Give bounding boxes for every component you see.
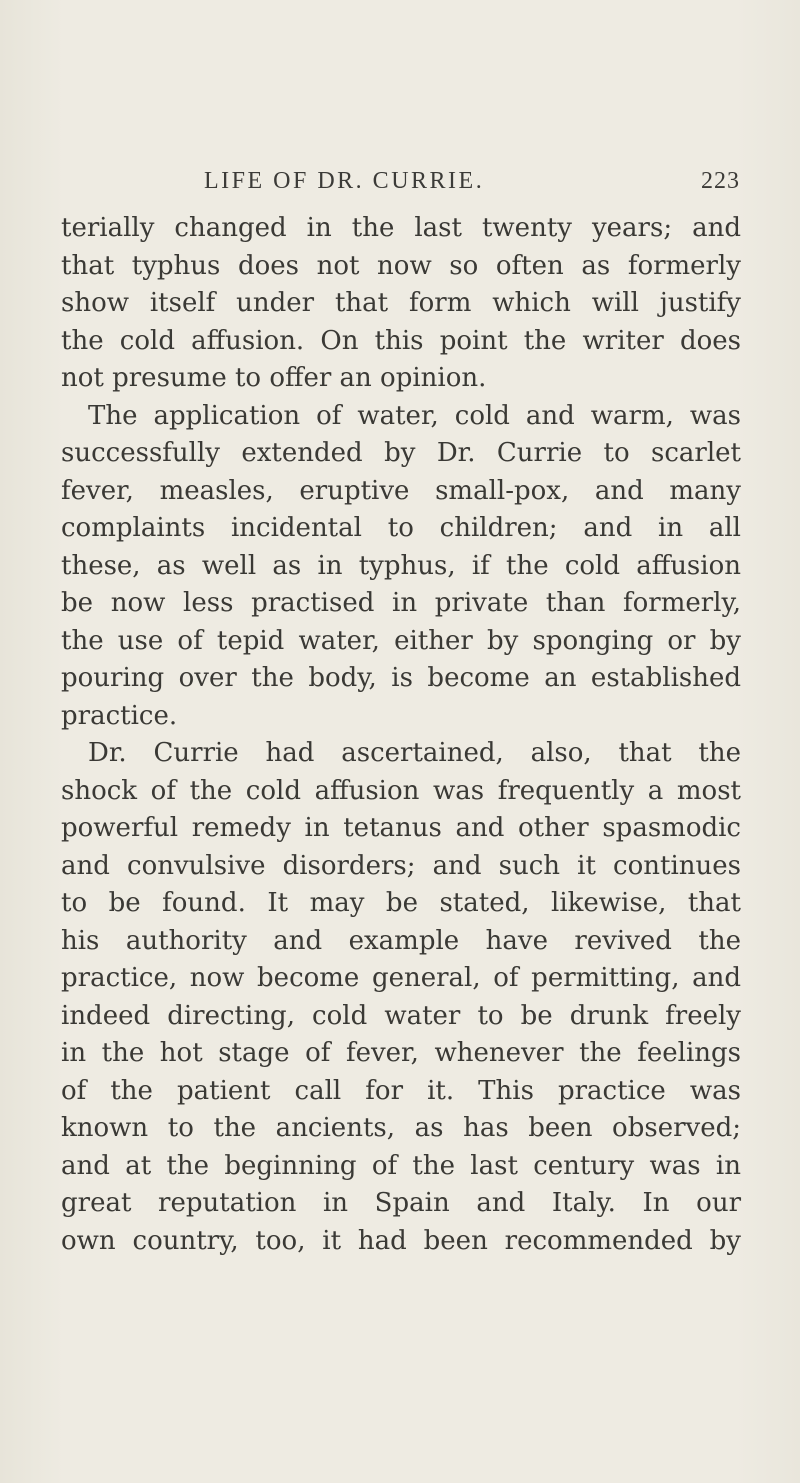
text-line: practice, now become general, of permitting, and bbox=[61, 963, 741, 993]
text-line: the use of tepid water, either by sponging or by bbox=[61, 625, 741, 656]
text-line: pouring over the body, is become an established bbox=[61, 663, 741, 693]
text-line: of the patient call for it. This practice was bbox=[61, 1075, 741, 1106]
text-line: that typhus does not now so often as formerly bbox=[61, 250, 741, 281]
text-line: indeed directing, cold water to be drunk freely bbox=[61, 1000, 741, 1031]
text-line: great reputation in Spain and Italy. In our bbox=[61, 1188, 741, 1218]
text-line: and at the beginning of the last century was in bbox=[61, 1150, 741, 1181]
text-line: known to the ancients, as has been observed; bbox=[61, 1113, 741, 1143]
text-line: The application of water, cold and warm, was bbox=[88, 400, 741, 431]
text-line: terially changed in the last twenty years; and bbox=[61, 213, 741, 243]
text-line: his authority and example have revived the bbox=[61, 925, 741, 956]
text-line: and convulsive disorders; and such it continues bbox=[61, 850, 741, 881]
text-line: show itself under that form which will justify bbox=[61, 288, 741, 318]
text-line: complaints incidental to children; and in all bbox=[61, 513, 741, 543]
text-line: to be found. It may be stated, likewise, that bbox=[61, 888, 741, 918]
text-line: practice. bbox=[61, 700, 178, 731]
text-line: these, as well as in typhus, if the cold affusion bbox=[61, 550, 741, 581]
text-line: fever, measles, eruptive small-pox, and many bbox=[61, 475, 741, 506]
text-line: the cold affusion. On this point the writer does bbox=[61, 325, 741, 356]
text-line: own country, too, it had been recommended by bbox=[61, 1225, 741, 1256]
text-line: not presume to offer an opinion. bbox=[61, 363, 487, 393]
text-line: successfully extended by Dr. Currie to scarlet bbox=[61, 438, 741, 468]
body-text bbox=[61, 210, 741, 1260]
text-line: be now less practised in private than formerly, bbox=[61, 588, 741, 618]
text-line: shock of the cold affusion was frequently a most bbox=[61, 775, 741, 806]
running-head bbox=[204, 168, 740, 198]
text-line: powerful remedy in tetanus and other spasmodic bbox=[61, 813, 741, 843]
running-title: LIFE OF DR. CURRIE. bbox=[204, 168, 485, 194]
page-number: 223 bbox=[701, 168, 740, 194]
text-line: in the hot stage of fever, whenever the feelings bbox=[61, 1038, 741, 1068]
text-line: Dr. Currie had ascertained, also, that the bbox=[88, 738, 741, 768]
